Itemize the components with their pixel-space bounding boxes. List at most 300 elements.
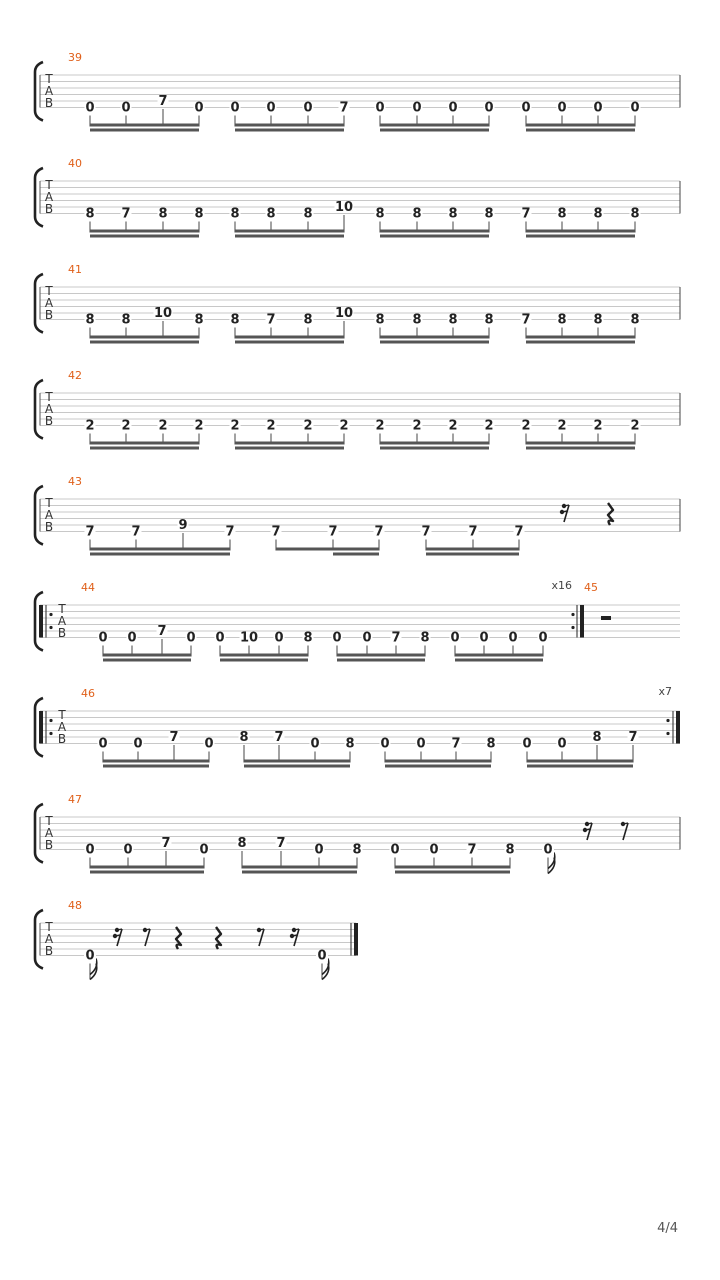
beam <box>103 654 191 657</box>
fret-number: 0 <box>522 736 532 752</box>
beam <box>242 871 357 874</box>
tab-clef-letter: B <box>44 308 54 322</box>
flagged-note <box>316 949 329 980</box>
beam-group <box>85 94 205 132</box>
fret-number: 8 <box>412 206 422 222</box>
fret-number: 8 <box>158 206 168 222</box>
beam <box>244 760 350 763</box>
system-bracket <box>35 274 43 333</box>
fret-number: 0 <box>479 630 489 646</box>
fret-number: 0 <box>204 736 214 752</box>
tab-clef-letter: B <box>44 202 54 216</box>
fret-number: 0 <box>412 100 422 116</box>
beam <box>380 129 489 132</box>
fret-number: 2 <box>339 418 349 434</box>
tab-clef-letter: B <box>44 96 54 110</box>
fret-number: 0 <box>450 630 460 646</box>
repeat-count: x7 <box>658 685 672 698</box>
fret-number: 8 <box>630 206 640 222</box>
beam <box>380 124 489 127</box>
system-48 <box>35 899 358 980</box>
tab-clef-letter: T <box>45 72 53 86</box>
eighth-rest <box>143 928 150 946</box>
fret-number: 7 <box>85 524 95 540</box>
fret-number: 7 <box>328 524 338 540</box>
measure-number: 44 <box>81 581 95 594</box>
fret-number: 2 <box>303 418 313 434</box>
quarter-rest <box>608 503 613 525</box>
beam <box>526 129 635 132</box>
sixteenth-rest <box>560 504 569 522</box>
measure-number: 47 <box>68 793 82 806</box>
beam <box>90 871 204 874</box>
beam-group <box>85 419 205 450</box>
fret-number: 8 <box>194 312 204 328</box>
measure-number: 48 <box>68 899 82 912</box>
fret-number: 8 <box>557 206 567 222</box>
fret-number: 10 <box>334 200 354 215</box>
beam <box>103 659 191 662</box>
system-bracket <box>35 62 43 121</box>
beam <box>426 553 519 556</box>
fret-number: 2 <box>121 418 131 434</box>
beam <box>235 341 344 344</box>
beam <box>395 866 510 869</box>
fret-number: 0 <box>85 100 95 116</box>
fret-number: 0 <box>186 630 196 646</box>
beam <box>90 124 199 127</box>
beam <box>380 336 489 339</box>
tab-clef-letter: T <box>58 708 66 722</box>
fret-number: 0 <box>303 100 313 116</box>
rest-flag <box>562 511 568 512</box>
fret-number: 8 <box>448 206 458 222</box>
fret-number: 8 <box>420 630 430 646</box>
fret-number: 8 <box>345 736 355 752</box>
system-bracket <box>35 380 43 439</box>
fret-number: 7 <box>266 312 276 328</box>
beam-group <box>237 836 363 874</box>
beam <box>244 765 350 768</box>
tab-clef-letter: A <box>44 84 54 98</box>
fret-number: 0 <box>538 630 548 646</box>
fret-number: 8 <box>592 730 602 745</box>
tab-clef-letter: B <box>44 838 54 852</box>
fret-number: 0 <box>215 630 225 646</box>
beam <box>90 553 230 556</box>
fret-number: 0 <box>317 948 327 964</box>
beam-group <box>230 306 354 344</box>
fret-number: 7 <box>274 730 284 745</box>
fret-number: 8 <box>266 206 276 222</box>
fret-number: 0 <box>98 736 108 752</box>
system-43 <box>35 475 680 556</box>
measure-number: 46 <box>81 687 95 700</box>
fret-number: 8 <box>375 312 385 328</box>
repeat-count: x16 <box>551 579 572 592</box>
fret-number: 8 <box>85 206 95 222</box>
rest-flag <box>294 929 299 930</box>
fret-number: 0 <box>98 630 108 646</box>
fret-number: 2 <box>557 418 567 434</box>
fret-number: 0 <box>484 100 494 116</box>
fret-number: 8 <box>230 312 240 328</box>
beam <box>242 866 357 869</box>
fret-number: 2 <box>484 418 494 434</box>
fret-number: 2 <box>593 418 603 434</box>
fret-number: 10 <box>153 306 173 321</box>
fret-number: 2 <box>448 418 458 434</box>
system-bracket <box>35 910 43 969</box>
measure-number: 45 <box>584 581 598 594</box>
beam-group <box>85 836 210 874</box>
fret-number: 7 <box>521 206 531 222</box>
beam <box>103 765 209 768</box>
beam <box>526 447 635 450</box>
fret-number: 0 <box>194 100 204 116</box>
fret-number: 2 <box>266 418 276 434</box>
fret-number: 7 <box>521 312 531 328</box>
beam <box>385 765 491 768</box>
repeat-end-thick-bar <box>580 605 584 638</box>
measure-number: 42 <box>68 369 82 382</box>
measure-number: 41 <box>68 263 82 276</box>
repeat-start-thick-bar <box>39 605 43 638</box>
fret-number: 7 <box>157 624 167 639</box>
fret-number: 8 <box>486 736 496 752</box>
fret-number: 0 <box>266 100 276 116</box>
fret-number: 0 <box>121 100 131 116</box>
tab-clef-letter: A <box>44 508 54 522</box>
fret-number: 0 <box>230 100 240 116</box>
beam <box>337 654 425 657</box>
fret-number: 2 <box>375 418 385 434</box>
fret-number: 0 <box>543 842 553 858</box>
system-47 <box>35 793 680 874</box>
beam <box>526 442 635 445</box>
fret-number: 2 <box>630 418 640 434</box>
beam-group <box>390 843 516 874</box>
sixteenth-rest <box>113 928 122 946</box>
fret-number: 0 <box>310 736 320 752</box>
tab-clef-letter: A <box>57 720 67 734</box>
fret-number: 0 <box>448 100 458 116</box>
rest-flag <box>117 929 122 930</box>
beam-group <box>521 313 641 344</box>
flagged-note <box>84 949 97 980</box>
repeat-dot <box>571 626 574 629</box>
fret-number: 0 <box>557 100 567 116</box>
measure-number: 40 <box>68 157 82 170</box>
tab-clef-letter: T <box>45 284 53 298</box>
fret-number: 0 <box>133 736 143 752</box>
beam-group <box>239 730 356 768</box>
fret-number: 0 <box>508 630 518 646</box>
quarter-rest <box>176 927 181 949</box>
measure-number: 39 <box>68 51 82 64</box>
tab-clef-letter: T <box>45 920 53 934</box>
fret-number: 7 <box>628 730 638 745</box>
beam-group <box>450 631 549 662</box>
fret-number: 0 <box>593 100 603 116</box>
fret-number: 0 <box>85 948 95 964</box>
beam-group <box>375 207 495 238</box>
fret-number: 8 <box>630 312 640 328</box>
fret-number: 8 <box>448 312 458 328</box>
beam-group <box>521 101 641 132</box>
beam-group <box>271 525 385 556</box>
fret-number: 8 <box>484 312 494 328</box>
tab-clef-letter: A <box>44 402 54 416</box>
beam-group <box>230 200 354 238</box>
repeat-start-thick-bar <box>39 711 43 744</box>
beam <box>103 760 209 763</box>
fret-number: 7 <box>339 100 349 116</box>
rest-flag <box>292 935 298 936</box>
beam-group <box>230 101 350 132</box>
fret-number: 10 <box>239 630 259 646</box>
fret-number: 0 <box>429 842 439 858</box>
beam-group <box>215 631 314 662</box>
beam <box>337 659 425 662</box>
beam <box>380 447 489 450</box>
fret-number: 0 <box>521 100 531 116</box>
fret-number: 7 <box>161 836 171 851</box>
beam-group <box>98 624 197 662</box>
fret-number: 7 <box>391 630 401 646</box>
beam <box>90 447 199 450</box>
system-bracket <box>35 486 43 545</box>
rest-flag <box>115 935 121 936</box>
sixteenth-rest <box>583 822 592 840</box>
rest-flag <box>564 505 569 506</box>
fret-number: 2 <box>85 418 95 434</box>
beam-group <box>375 101 495 132</box>
fret-number: 7 <box>121 206 131 222</box>
fret-number: 7 <box>271 524 281 540</box>
beam <box>526 235 635 238</box>
fret-number: 8 <box>85 312 95 328</box>
half-rest-block <box>601 616 611 620</box>
beam-group <box>85 306 205 344</box>
fret-number: 8 <box>375 206 385 222</box>
beam <box>380 230 489 233</box>
beam <box>235 447 344 450</box>
fret-number: 0 <box>362 630 372 646</box>
beam <box>90 129 199 132</box>
beam-group <box>380 737 497 768</box>
fret-number: 0 <box>127 630 137 646</box>
beam <box>527 760 633 763</box>
rest-flag <box>587 823 592 824</box>
tab-clef-letter: A <box>57 614 67 628</box>
tab-clef-letter: T <box>58 602 66 616</box>
fret-number: 0 <box>123 842 133 858</box>
system-41 <box>35 263 680 344</box>
quarter-rest <box>216 927 221 949</box>
fret-number: 8 <box>412 312 422 328</box>
tab-clef-letter: T <box>45 178 53 192</box>
rest-flag <box>259 929 264 930</box>
fret-number: 8 <box>505 842 515 858</box>
fret-number: 7 <box>158 94 168 109</box>
final-thick-bar <box>354 923 358 956</box>
beam <box>220 654 308 657</box>
quarter-rest-stroke <box>608 503 613 525</box>
beam <box>90 442 199 445</box>
beam-group <box>332 631 431 662</box>
fret-number: 0 <box>85 842 95 858</box>
half-rest <box>601 616 611 620</box>
eighth-rest <box>257 928 264 946</box>
tab-clef-letter: A <box>44 932 54 946</box>
fret-number: 0 <box>375 100 385 116</box>
beam <box>526 230 635 233</box>
beam <box>90 548 230 551</box>
fret-number: 8 <box>593 206 603 222</box>
tab-clef-letter: B <box>44 944 54 958</box>
repeat-dot <box>49 732 52 735</box>
beam <box>235 129 344 132</box>
fret-number: 8 <box>557 312 567 328</box>
repeat-dot <box>49 613 52 616</box>
system-bracket <box>35 804 43 863</box>
fret-number: 0 <box>314 842 324 858</box>
rest-flag <box>623 823 628 824</box>
fret-number: 7 <box>131 524 141 540</box>
repeat-end-thick-bar <box>676 711 680 744</box>
beam <box>385 760 491 763</box>
fret-number: 7 <box>374 524 384 540</box>
fret-number: 0 <box>199 842 209 858</box>
fret-number: 0 <box>390 842 400 858</box>
beam <box>526 341 635 344</box>
beam <box>235 442 344 445</box>
beam <box>527 765 633 768</box>
tab-clef-letter: B <box>44 414 54 428</box>
repeat-dot <box>666 719 669 722</box>
fret-number: 7 <box>468 524 478 540</box>
fret-number: 8 <box>237 836 247 851</box>
repeat-dot <box>49 626 52 629</box>
fret-number: 7 <box>467 842 477 858</box>
beam <box>276 548 379 551</box>
fret-number: 0 <box>557 736 567 752</box>
beam <box>333 553 379 556</box>
beam-group <box>375 313 495 344</box>
page-number: 4/4 <box>657 1221 678 1236</box>
fret-number: 7 <box>421 524 431 540</box>
beam-group <box>521 419 641 450</box>
fret-number: 8 <box>352 842 362 858</box>
fret-number: 7 <box>225 524 235 540</box>
fret-number: 8 <box>230 206 240 222</box>
quarter-rest-stroke <box>216 927 221 949</box>
repeat-dot <box>571 613 574 616</box>
system-44 <box>35 579 680 662</box>
beam <box>220 659 308 662</box>
beam-group <box>98 730 215 768</box>
fret-number: 8 <box>194 206 204 222</box>
fret-number: 2 <box>412 418 422 434</box>
beam-group <box>230 419 350 450</box>
tab-clef-letter: T <box>45 814 53 828</box>
beam <box>455 654 543 657</box>
fret-number: 2 <box>521 418 531 434</box>
fret-number: 9 <box>178 518 188 533</box>
tab-clef-letter: T <box>45 390 53 404</box>
rest-flag <box>145 929 150 930</box>
fret-number: 0 <box>380 736 390 752</box>
tab-clef-letter: T <box>45 496 53 510</box>
fret-number: 7 <box>169 730 179 745</box>
beam <box>235 235 344 238</box>
fret-number: 0 <box>416 736 426 752</box>
repeat-dot <box>666 732 669 735</box>
fret-number: 7 <box>451 736 461 752</box>
fret-number: 0 <box>274 630 284 646</box>
fret-number: 8 <box>121 312 131 328</box>
beam <box>235 336 344 339</box>
system-bracket <box>35 168 43 227</box>
tab-clef-letter: A <box>44 826 54 840</box>
beam <box>380 341 489 344</box>
beam <box>380 442 489 445</box>
fret-number: 2 <box>158 418 168 434</box>
measure-number: 43 <box>68 475 82 488</box>
beam-group <box>421 525 525 556</box>
sixteenth-rest <box>290 928 299 946</box>
fret-number: 2 <box>230 418 240 434</box>
beam <box>90 230 199 233</box>
beam <box>90 866 204 869</box>
fret-number: 10 <box>334 306 354 321</box>
tab-clef-letter: B <box>44 520 54 534</box>
flagged-note <box>542 843 555 874</box>
beam <box>90 235 199 238</box>
beam <box>395 871 510 874</box>
tab-clef-letter: A <box>44 190 54 204</box>
system-39 <box>35 51 680 132</box>
fret-number: 8 <box>303 630 313 646</box>
beam <box>526 124 635 127</box>
beam-group <box>85 518 236 556</box>
beam-group <box>375 419 495 450</box>
beam <box>235 230 344 233</box>
quarter-rest-stroke <box>176 927 181 949</box>
rest-flag <box>585 829 591 830</box>
system-42 <box>35 369 680 450</box>
fret-number: 7 <box>514 524 524 540</box>
beam-group <box>522 730 639 768</box>
fret-number: 8 <box>303 206 313 222</box>
eighth-rest <box>621 822 628 840</box>
tab-clef-letter: B <box>57 626 67 640</box>
beam <box>426 548 519 551</box>
fret-number: 8 <box>303 312 313 328</box>
tab-clef-letter: A <box>44 296 54 310</box>
beam <box>455 659 543 662</box>
fret-number: 8 <box>239 730 249 745</box>
fret-number: 8 <box>484 206 494 222</box>
beam <box>90 336 199 339</box>
system-40 <box>35 157 680 238</box>
beam-group <box>85 207 205 238</box>
fret-number: 8 <box>593 312 603 328</box>
tab-clef-letter: B <box>57 732 67 746</box>
repeat-dot <box>49 719 52 722</box>
beam <box>235 124 344 127</box>
